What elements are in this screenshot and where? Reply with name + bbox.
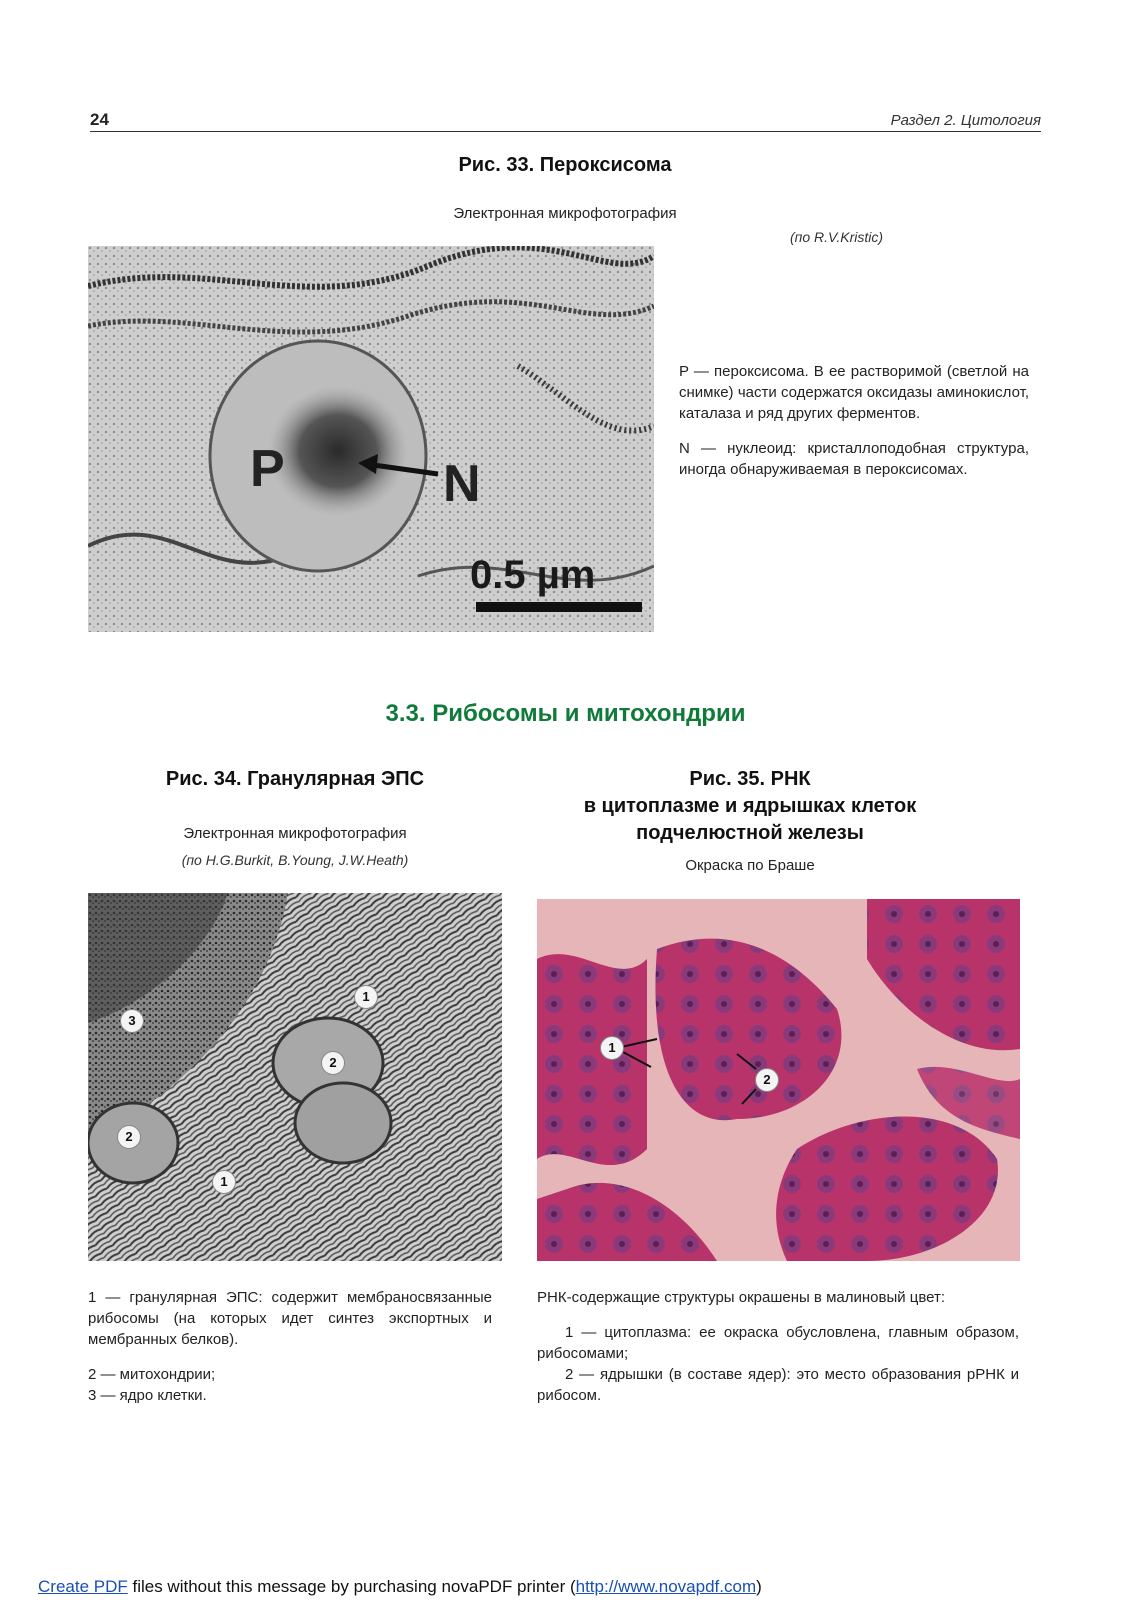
scale-label: 0.5 µm [470, 553, 596, 597]
label-p: P [250, 440, 285, 498]
fig34-marker-1-top: 1 [354, 985, 378, 1009]
fig34-marker-1-bottom: 1 [212, 1170, 236, 1194]
pdf-footer [38, 1577, 762, 1597]
section-title: 3.3. Рибосомы и митохондрии [385, 700, 746, 727]
page-number: 24 [90, 110, 109, 129]
fig35-description [537, 1287, 1019, 1406]
fig35-title [520, 766, 980, 847]
footer-middle-text: files without this message by purchasing novaPDF printer ( [127, 1577, 576, 1596]
label-n: N [443, 455, 481, 513]
fig34-marker-2-lower: 2 [117, 1125, 141, 1149]
fig33-subtitle: Электронная микрофотография [453, 205, 677, 222]
running-head: Раздел 2. Цитология [890, 112, 1041, 129]
create-pdf-link[interactable]: Create PDF [38, 1577, 128, 1596]
fig33-desc-p: P — пероксисома. В ее растворимой (светлой на снимке) части содержатся оксидазы аминокислот, каталаза и ряд других ферментов. [679, 363, 1029, 422]
fig35-desc-1: 1 — цитоплазма: ее окраска обусловлена, главным образом, рибосомами; [537, 1324, 1019, 1362]
fig35-title-line2: в цитоплазме и ядрышках клеток [583, 795, 917, 817]
fig33-credit: (по R.V.Kristic) [790, 229, 884, 245]
fig35-title-line3: подчелюстной железы [636, 822, 864, 844]
fig34-desc-2: 2 — митохондрии; [88, 1366, 216, 1383]
fig35-marker-2: 2 [755, 1068, 779, 1092]
fig35-subtitle: Окраска по Браше [685, 857, 815, 874]
footer-end-text: ) [756, 1577, 762, 1596]
fig35-title-line1: Рис. 35. РНК [689, 768, 811, 790]
fig34-subtitle: Электронная микрофотография [183, 825, 407, 842]
fig34-marker-3: 3 [120, 1009, 144, 1033]
header-rule [90, 131, 1041, 132]
fig34-title: Рис. 34. Гранулярная ЭПС [165, 768, 425, 790]
novapdf-link[interactable]: http://www.novapdf.com [575, 1577, 757, 1596]
fig34-desc-1: 1 — гранулярная ЭПС: содержит мембраносвязанные рибосомы (на которых идет синтез экспортных и мембранных белков). [88, 1289, 492, 1348]
fig34-credit: (по H.G.Burkit, B.Young, J.W.Heath) [181, 852, 409, 868]
scale-bar [476, 602, 642, 612]
fig33-title: Рис. 33. Пероксисома [458, 154, 672, 176]
fig34-desc-3: 3 — ядро клетки. [88, 1387, 207, 1404]
fig34-description [88, 1287, 492, 1406]
fig35-desc-2: 2 — ядрышки (в составе ядер): это место образования рРНК и рибосом. [537, 1366, 1019, 1404]
peroxisome-micrograph [88, 246, 654, 632]
fig33-description [679, 361, 1029, 494]
fig35-marker-1: 1 [600, 1036, 624, 1060]
fig35-desc-intro: РНК-содержащие структуры окрашены в малиновый цвет: [537, 1289, 946, 1306]
fig34-marker-2-upper: 2 [321, 1051, 345, 1075]
fig33-desc-n: N — нуклеоид: кристаллоподобная структура, иногда обнаруживаемая в пероксисомах. [679, 440, 1029, 478]
granular-er-micrograph [88, 893, 502, 1261]
